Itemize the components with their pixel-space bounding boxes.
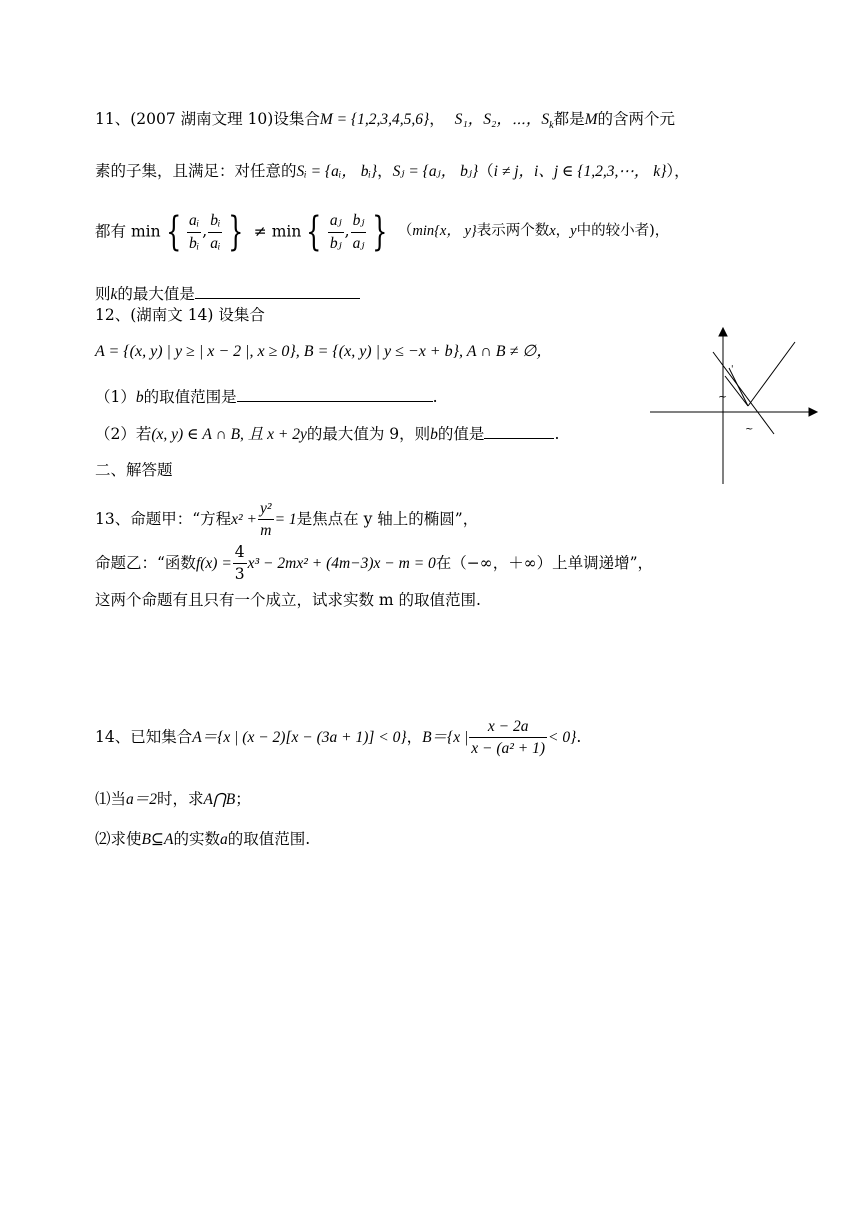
frac-numerator: y² (258, 500, 274, 520)
q14-set-a: A＝{x | (x − 2)[x − (3a + 1)] < 0} (192, 729, 407, 747)
q11-x: x (549, 223, 556, 240)
q14-p2-label: ⑵求使 (95, 830, 142, 848)
frac-numerator: 4 (233, 544, 247, 564)
q12-p2-expr: (x, y) ∈ A ∩ B, 且 x + 2y (151, 426, 307, 443)
q11-brace-left-2: { (306, 209, 322, 255)
frac-denominator: m (260, 522, 272, 540)
frac-denominator: bⱼ (329, 234, 342, 252)
frac-numerator: bᵢ (208, 212, 222, 232)
q13-text-5: 这两个命题有且只有一个成立，试求实数 m 的取值范围. (95, 591, 481, 609)
q14-p1-end: ； (235, 790, 251, 808)
q12-p2-text: 的最大值为 9，则 (306, 425, 431, 443)
frac-numerator: bⱼ (351, 212, 367, 232)
q13-frac-y2-m (258, 500, 274, 539)
q11-paren-open: （ (478, 162, 494, 180)
q11-text-7: 则 (95, 285, 111, 303)
graph-mark-1: ' (731, 365, 734, 375)
q11-text-8: 的最大值是 (117, 285, 195, 303)
q14-a-eq: a＝2 (126, 791, 158, 808)
q12-p2-answer-blank[interactable] (484, 424, 554, 439)
section-heading (95, 463, 173, 479)
q11-k: k (110, 286, 118, 303)
q12-p1-answer-blank[interactable] (237, 387, 433, 402)
q11-text-5: 表示两个数 (476, 223, 550, 240)
q12-graph (645, 320, 825, 488)
q12-head (95, 308, 265, 324)
q11-si: Sᵢ = {aᵢ， bᵢ} (296, 163, 378, 180)
q12-b-2: b (430, 426, 438, 443)
q11-brace-right-1: } (228, 209, 244, 255)
q11-line-2 (95, 164, 690, 180)
q11-neq: ≠ (253, 222, 267, 241)
q13-fx: f(x) = (195, 555, 232, 573)
q11-line-4 (95, 284, 360, 303)
q13-text-4: 在（−∞，＋∞）上单调递增”， (435, 554, 654, 573)
q14-p2-end: 的取值范围. (227, 830, 311, 848)
q13-frac-4-3 (233, 544, 247, 583)
frac-numerator: aᵢ (187, 212, 201, 232)
q12-part-2 (95, 424, 559, 443)
frac-denominator: x − (a² + 1) (471, 740, 546, 758)
q13-poly: x³ − 2mx² + (4m−3)x − m = 0 (247, 555, 436, 573)
q14-p1-text: 时，求 (157, 790, 204, 808)
q11-comma: ， (429, 110, 445, 128)
q14-period: . (576, 728, 582, 747)
frac-denominator: aᵢ (210, 234, 221, 252)
graph-line-upper (725, 376, 748, 406)
q14-comma: ， (406, 728, 423, 747)
q11-frac-aj-bj (328, 212, 344, 251)
q11-line-1 (95, 112, 675, 131)
q12-b: b (135, 389, 144, 406)
q12-p1-label: （1） (95, 388, 136, 406)
frac-denominator: 3 (234, 565, 245, 584)
q14-p1-label: ⑴当 (95, 790, 127, 808)
q11-text-3: 素的子集，且满足：对任意的 (95, 162, 297, 180)
q14-part-1 (95, 792, 251, 808)
q11-line-3: 都有 min { $\frac{\text{aᵢ}}{\text{bᵢ}}$ , $\frac{\text{bᵢ}}{\text{aᵢ}}$ } ≠ min { $\frac{\text{aⱼ}}{\text{bⱼ}}$ , $\frac{\text{bⱼ}}{\text{aⱼ}}$ } （min{x， y}表示两个数x，y中的较小者)， (95, 209, 670, 255)
graph-line-v-right (748, 342, 795, 406)
q11-sep: ， (555, 223, 571, 240)
q13-text-3: 命题乙：“函数 (95, 554, 196, 573)
q11-brace-right-2: } (372, 209, 388, 255)
q11-text-6: 中的较小者)， (576, 223, 670, 240)
q11-paren-close: ）， (666, 162, 690, 180)
q12-set-def-text: A = {(x, y) | y ≥ | x − 2 |, x ≥ 0}, B = {(x, y) | y ≤ −x + b}, A ∩ B ≠ ∅， (95, 343, 553, 360)
q11-condition: i ≠ j，i、j ∈ {1,2,3,⋯， k} (493, 163, 667, 180)
frac-numerator: aⱼ (328, 212, 344, 232)
q14-frac (469, 718, 547, 757)
q12-set-definition (95, 344, 552, 360)
y-axis-arrow (719, 328, 727, 336)
q12-p1-period: . (432, 388, 438, 406)
q13-eq: = 1 (274, 511, 297, 529)
q11-note (398, 223, 669, 239)
q13-line-2 (95, 544, 653, 583)
q12-p2-period: . (554, 425, 560, 443)
q11-text-1: 都是 (553, 110, 585, 128)
q11-source: 11、(2007 湖南文理 10)设集合 (95, 110, 320, 128)
q11-frac-bj-aj (351, 212, 367, 251)
q14-part-2 (95, 832, 310, 848)
q13-x2: x² + (231, 511, 258, 529)
q12-head-text: 12、(湖南文 14) 设集合 (95, 306, 265, 324)
q11-text-4: 都有 (95, 222, 127, 241)
q11-min-xy: min{x， y} (412, 223, 477, 240)
q13-text-2: 是焦点在 y 轴上的椭圆”， (296, 510, 479, 529)
q11-min-2: min (271, 222, 302, 241)
q11-text-2: 的含两个元 (597, 110, 676, 128)
q13-line-3 (95, 593, 481, 609)
q14-intersection: A⋂B (203, 791, 236, 808)
section-heading-text: 二、解答题 (95, 461, 173, 479)
q13-line-1 (95, 500, 478, 539)
q11-m-letter: M (584, 111, 598, 128)
q12-p1-text: 的取值范围是 (143, 388, 237, 406)
q14-p2-text: 的实数 (173, 830, 220, 848)
graph-mark-2: ~ (718, 390, 728, 403)
frac-denominator: bᵢ (189, 234, 200, 252)
q11-min-1: min (130, 222, 161, 241)
q12-p2-label: （2）若 (95, 425, 152, 443)
q14-text-1: 14、已知集合 (95, 728, 193, 747)
q11-answer-blank[interactable] (195, 284, 360, 299)
frac-denominator: aⱼ (352, 234, 365, 252)
frac-numerator: x − 2a (469, 718, 547, 738)
q11-y: y (570, 223, 577, 240)
q11-paren-open-2: （ (397, 223, 413, 240)
q11-subset-k: k (549, 120, 554, 132)
q13-text-1: 13、命题甲：“方程 (95, 510, 232, 529)
q11-sj: Sⱼ = {aⱼ， bⱼ} (392, 163, 479, 180)
q11-subsets: S₁，S₂，⋯，S (454, 111, 550, 128)
q14-subset: B⊆A (141, 831, 174, 848)
q11-comma-2: ， (377, 162, 393, 180)
graph-mark-3: ~ (745, 424, 754, 435)
q14-a: a (219, 831, 228, 848)
q11-frac-ai-bi (187, 212, 201, 251)
q14-set-b-start: B＝{x | (422, 729, 469, 747)
q11-set-m: M = {1,2,3,4,5,6} (319, 111, 430, 128)
q11-frac-bi-ai (208, 212, 222, 251)
q14-line-1 (95, 718, 581, 757)
q12-part-1 (95, 387, 438, 406)
q11-brace-left-1: { (165, 209, 181, 255)
q12-p2-text-2: 的值是 (437, 425, 485, 443)
x-axis-arrow (809, 408, 817, 416)
q14-set-b-end: < 0} (548, 729, 577, 747)
